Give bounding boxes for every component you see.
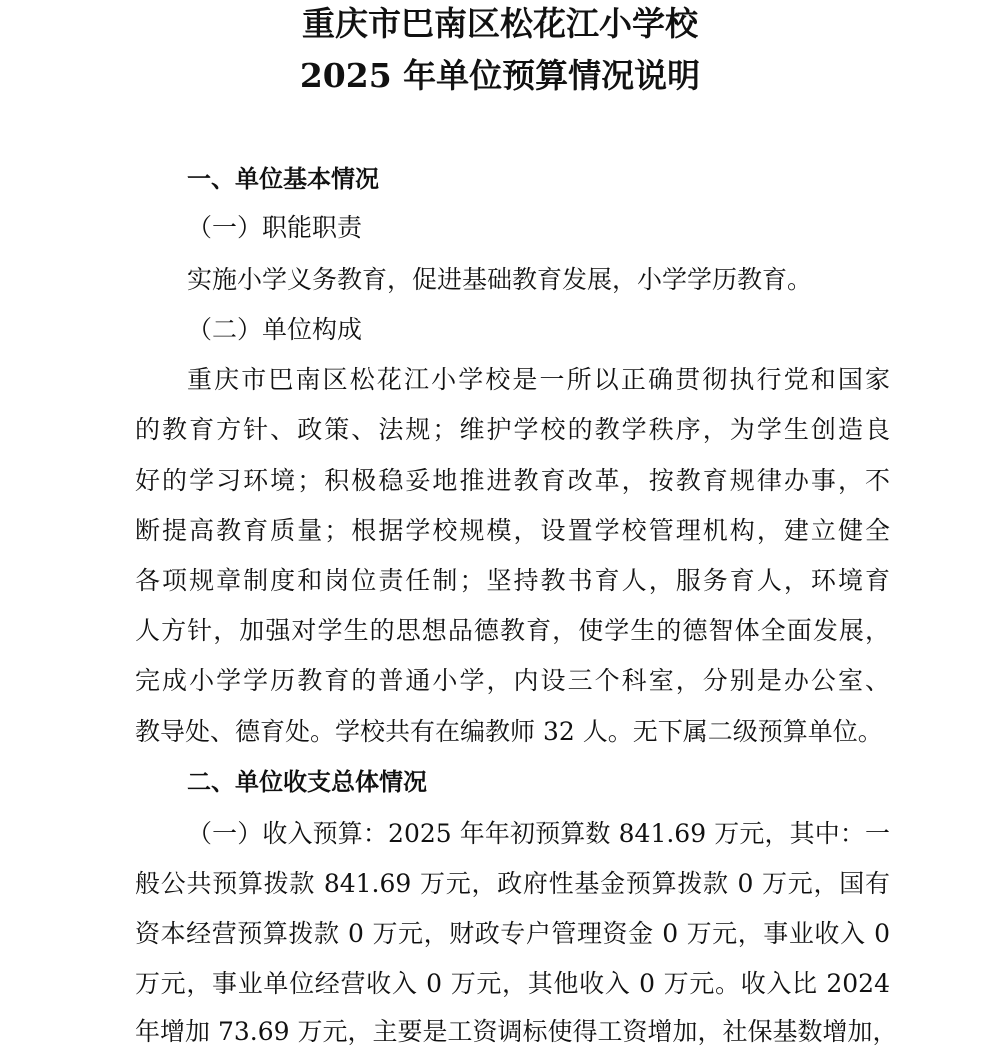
document-title-line1: 重庆市巴南区松花江小学校 xyxy=(302,4,698,43)
sub1-heading: （一）职能职责 xyxy=(187,213,363,242)
sub2-paragraph-line: 重庆市巴南区松花江小学校是一所以正确贯彻执行党和国家 xyxy=(187,365,890,394)
income-paragraph-line: 万元，事业单位经营收入 0 万元，其他收入 0 万元。收入比 2024 xyxy=(135,969,890,998)
income-paragraph-line: 般公共预算拨款 841.69 万元，政府性基金预算拨款 0 万元，国有 xyxy=(135,869,890,898)
sub2-paragraph-line: 教导处、德育处。学校共有在编教师 32 人。无下属二级预算单位。 xyxy=(135,717,883,746)
income-paragraph-line: 资本经营预算拨款 0 万元，财政专户管理资金 0 万元，事业收入 0 xyxy=(135,919,890,948)
sub2-heading: （二）单位构成 xyxy=(187,315,363,344)
section2-heading: 二、单位收支总体情况 xyxy=(187,768,427,796)
sub2-paragraph-line: 各项规章制度和岗位责任制；坚持教书育人，服务育人，环境育 xyxy=(135,566,890,595)
document-title-line2: 2025 年单位预算情况说明 xyxy=(299,56,701,95)
sub2-paragraph-line: 人方针，加强对学生的思想品德教育，使学生的德智体全面发展， xyxy=(135,616,890,645)
sub2-paragraph-line: 完成小学学历教育的普通小学，内设三个科室，分别是办公室、 xyxy=(135,666,890,695)
sub1-text: 实施小学义务教育，促进基础教育发展，小学学历教育。 xyxy=(187,265,813,294)
sub2-paragraph-line: 的教育方针、政策、法规；维护学校的教学秩序，为学生创造良 xyxy=(135,415,890,444)
income-paragraph-line: （一）收入预算：2025 年年初预算数 841.69 万元，其中：一 xyxy=(187,819,890,848)
sub2-paragraph-line: 好的学习环境；积极稳妥地推进教育改革，按教育规律办事，不 xyxy=(135,466,890,495)
section1-heading: 一、单位基本情况 xyxy=(187,165,379,193)
income-paragraph-line: 年增加 73.69 万元，主要是工资调标使得工资增加，社保基数增加， xyxy=(135,1017,898,1046)
sub2-paragraph-line: 断提高教育质量；根据学校规模，设置学校管理机构，建立健全 xyxy=(135,516,890,545)
